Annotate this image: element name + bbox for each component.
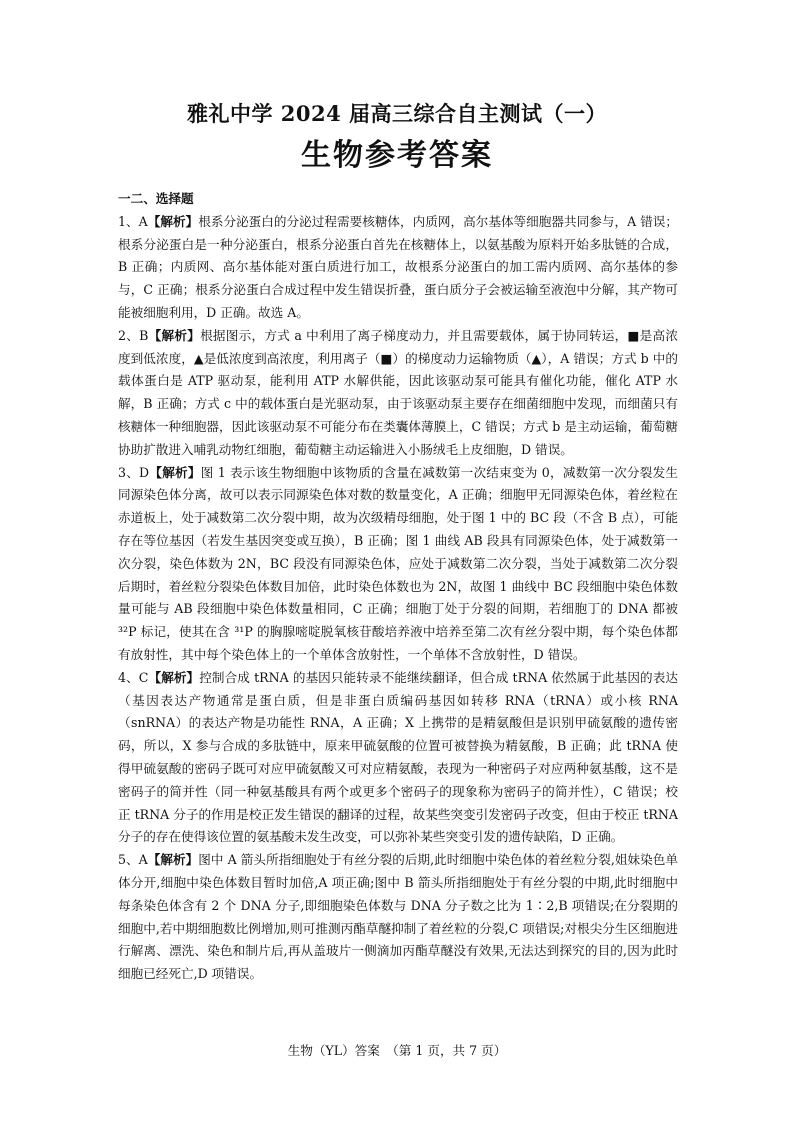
- analysis-tag: 【解析】: [148, 327, 201, 343]
- document-title: 雅礼中学 2024 届高三综合自主测试（一）: [186, 101, 608, 126]
- answer-explanation: 图 1 表示该生物细胞中该物质的含量在减数第一次结束变为 0，减数第一次分裂发生同源染色体分离，故可以表示同源染色体对数的数量变化，A 正确；细胞甲无同源染色体，着丝粒在赤道板上，处于减数第二次分裂中期，故为次级精母细胞，处于图 1 中的 BC 段（不含 B 点），可能存在等位基因（若发生基因突变或互换），B 正确；图 1 曲线 AB 段具有同源染色体，处于减数第一次分裂，染色体数为 2N，BC 段没有同源染色体，应处于减数第二次分裂，当处于减数第二次分裂后期时，着丝粒分裂染色体数目加倍，此时染色体数也为 2N，故图 1 曲线中 BC 段细胞中染色体数量可能与 AB 段细胞中染色体数量相同，C 正确；细胞丁处于分裂的间期，若细胞丁的 DNA 都被 ³²P 标记，使其在含 ³¹P 的胸腺嘧啶脱氧核苷酸培养液中培养至第二次有丝分裂中期，每个染色体都有放射性，其中每个染色体上的一个单体含放射性，一个单体不含放射性，D 错误。: [118, 464, 678, 662]
- section-heading: 一二、选择题: [118, 191, 194, 206]
- answer-explanation: 控制合成 tRNA 的基因只能转录不能继续翻译，但合成 tRNA 依然属于此基因的表达（基因表达产物通常是蛋白质，但是非蛋白质编码基因如转移 RNA（tRNA）或小核 RNA（snRNA）的表达产物是功能性 RNA，A 正确；X 上携带的是精氨酸但是识别甲硫氨酸的遗传密码，所以，X 参与合成的多肽链中，原来甲硫氨酸的位置可被替换为精氨酸，B 正确；此 tRNA 使得甲硫氨酸的密码子既可对应甲硫氨酸又可对应精氨酸，表现为一种密码子对应两种氨基酸，这不是密码子的简并性（同一种氨基酸具有两个或更多个密码子的现象称为密码子的简并性），C 错误；校正 tRNA 分子的作用是校正发生错误的翻译的过程，故某些突变引发密码子改变，但由于校正 tRNA 分子的存在使得该位置的氨基酸未发生改变，可以弥补某些突变引发的遗传缺陷，D 正确。: [118, 669, 679, 845]
- analysis-tag: 【解析】: [149, 464, 201, 480]
- answer-explanation: 根系分泌蛋白的分泌过程需要核糖体，内质网，高尔基体等细胞器共同参与，A 错误；根系分泌蛋白是一种分泌蛋白，根系分泌蛋白首先在核糖体上，以氨基酸为原料开始多肽链的合成，B 正确；内质网、高尔基体能对蛋白质进行加工，故根系分泌蛋白的加工需内质网、高尔基体的参与，C 正确；根系分泌蛋白合成过程中发生错误折叠，蛋白质分子会被运输至液泡中分解，其产物可能被细胞利用，D 正确。故选 A。: [118, 213, 679, 320]
- analysis-tag: 【解析】: [147, 213, 199, 229]
- answer-item-1: [118, 211, 678, 325]
- answer-item-3: [118, 462, 678, 667]
- answer-content: [118, 188, 678, 986]
- answer-item-5: [118, 849, 678, 986]
- answer-number: 3、D: [118, 464, 150, 480]
- answer-number: 4、C: [118, 669, 149, 685]
- answer-explanation: 根据图示，方式 a 中利用了离子梯度动力，并且需要载体，属于协同转运，■是高浓度到低浓度，▲是低浓度到高浓度，利用离子（■）的梯度动力运输物质（▲），A 错误；方式 b 中的载体蛋白是 ATP 驱动泵，能利用 ATP 水解供能，因此该驱动泵可能具有催化功能，催化 ATP 水解，B 正确；方式 c 中的载体蛋白是光驱动泵，由于该驱动泵主要存在细菌细胞中发现，而细菌只有核糖体一种细胞器，因此该驱动泵不可能分布在类囊体薄膜上，C 错误；方式 b 是主动运输，葡萄糖协助扩散进入哺乳动物红细胞，葡萄糖主动运输进入小肠绒毛上皮细胞，D 错误。: [118, 327, 678, 457]
- answer-number: 5、A: [118, 852, 148, 868]
- document-subtitle: 生物参考答案: [301, 138, 493, 173]
- answer-item-4: [118, 667, 678, 849]
- answer-explanation: 图中 A 箭头所指细胞处于有丝分裂的后期,此时细胞中染色体的着丝粒分裂,姐妹染色单体分开,细胞中染色体数目暂时加倍,A 项正确;图中 B 箭头所指细胞处于有丝分裂的中期,此时细胞中每条染色体含有 2 个 DNA 分子,即细胞染色体数与 DNA 分子数之比为 1∶2,B 项错误;在分裂期的细胞中,若中期细胞数比例增加,则可推测丙酯草醚抑制了着丝粒的分裂,C 项错误;对根尖分生区细胞进行解离、漂洗、染色和制片后,再从盖玻片一侧滴加丙酯草醚没有效果,无法达到探究的目的,因为此时细胞已经死亡,D 项错误。: [118, 852, 678, 982]
- analysis-tag: 【解析】: [148, 669, 200, 685]
- answer-number: 1、A: [118, 213, 148, 229]
- answer-number: 2、B: [118, 327, 149, 343]
- page-footer: 生物（YL）答案 （第 1 页，共 7 页）: [287, 1043, 507, 1058]
- answer-item-2: [118, 325, 678, 462]
- analysis-tag: 【解析】: [147, 852, 199, 868]
